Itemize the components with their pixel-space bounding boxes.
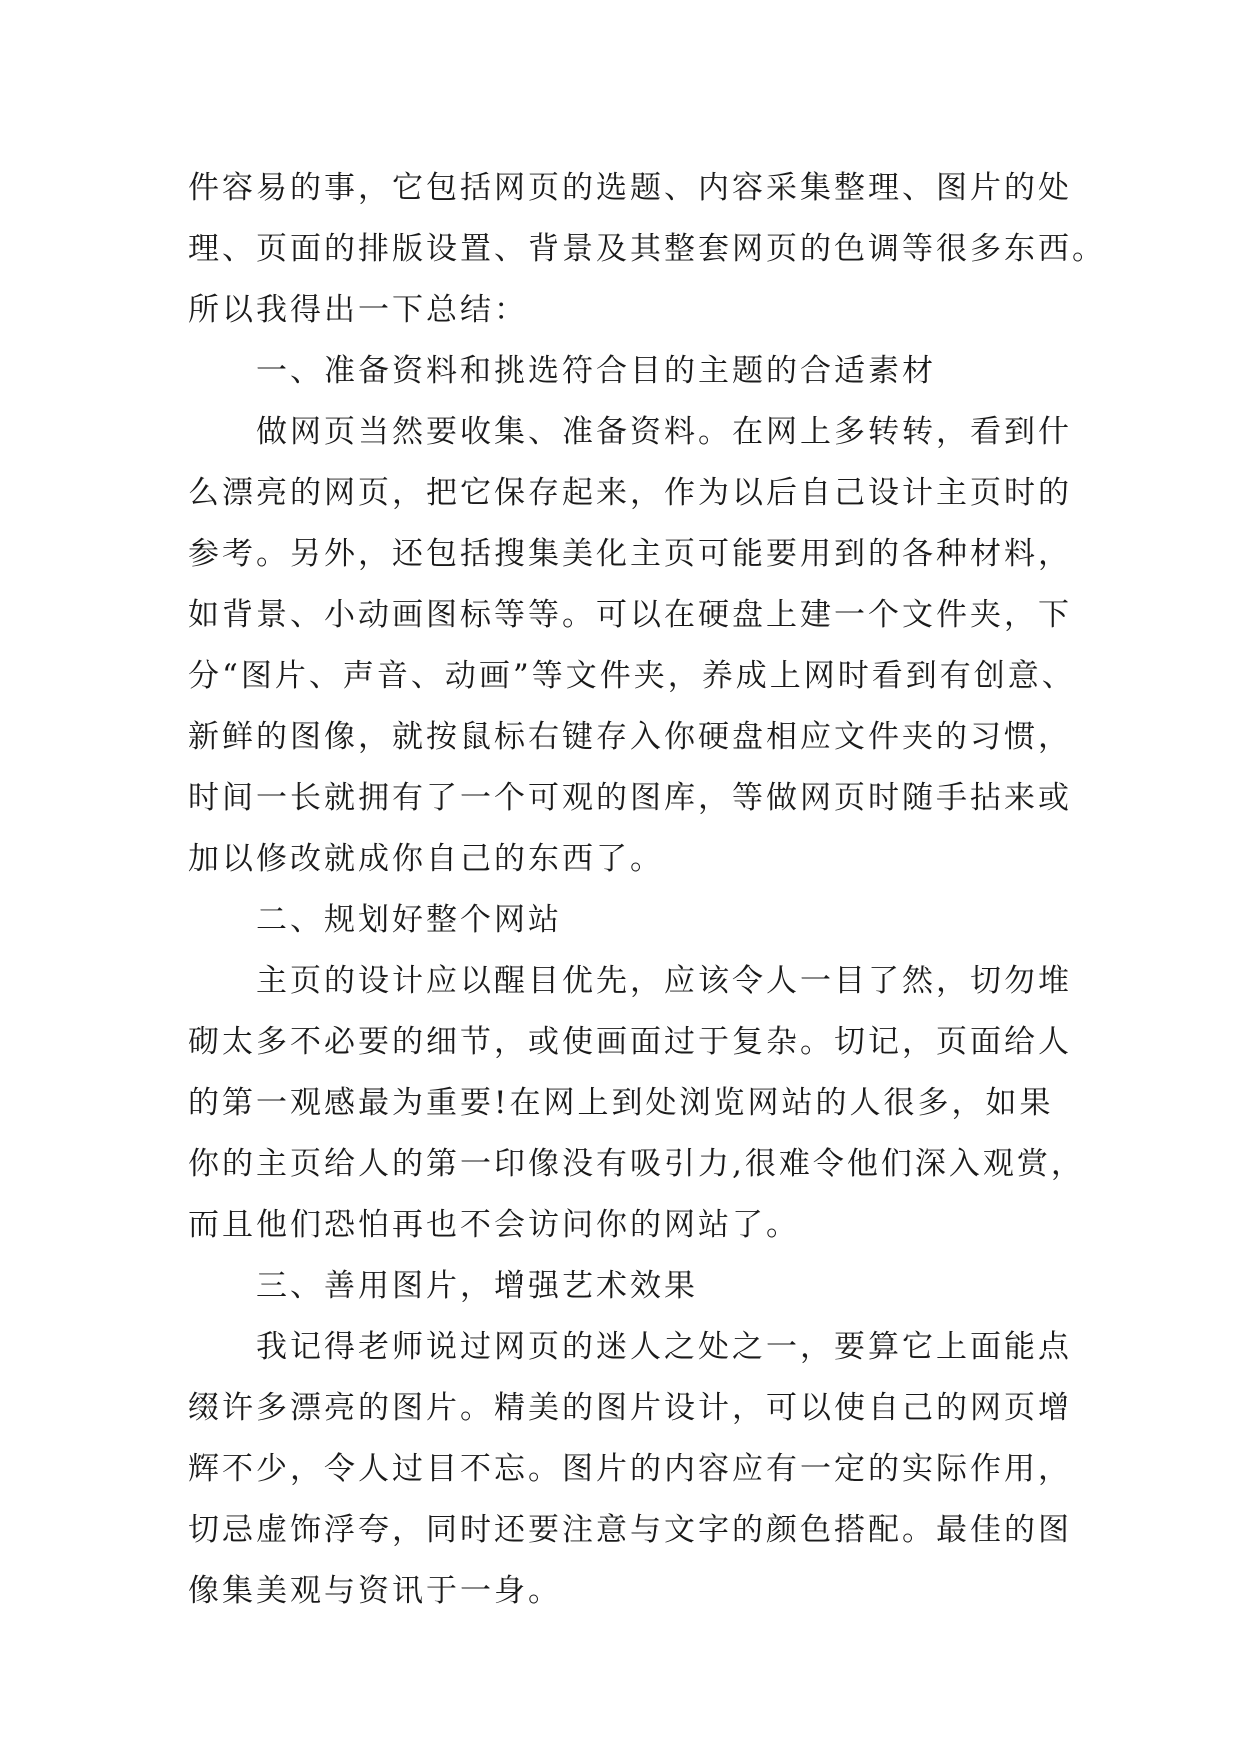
text-line: 新鲜的图像，就按鼠标右键存入你硬盘相应文件夹的习惯， bbox=[188, 719, 1072, 755]
text-line: 辉不少，令人过目不忘。图片的内容应有一定的实际作用， bbox=[188, 1451, 1072, 1487]
text-line: 么漂亮的网页，把它保存起来，作为以后自己设计主页时的 bbox=[188, 475, 1072, 511]
text-line: 的第一观感最为重要!在网上到处浏览网站的人很多，如果 bbox=[188, 1085, 1054, 1121]
text-line: 你的主页给人的第一印像没有吸引力,很难令他们深入观赏， bbox=[188, 1146, 1085, 1182]
text-line: 理、页面的排版设置、背景及其整套网页的色调等很多东西。 bbox=[188, 231, 1106, 267]
text-line: 我记得老师说过网页的迷人之处之一，要算它上面能点 bbox=[256, 1329, 1072, 1365]
text-line: 缀许多漂亮的图片。精美的图片设计，可以使自己的网页增 bbox=[188, 1390, 1072, 1426]
text-line: 时间一长就拥有了一个可观的图库，等做网页时随手拈来或 bbox=[188, 780, 1072, 816]
text-line: 做网页当然要收集、准备资料。在网上多转转，看到什 bbox=[256, 414, 1072, 450]
section-heading: 一、准备资料和挑选符合目的主题的合适素材 bbox=[256, 353, 936, 389]
text-line: 切忌虚饰浮夸，同时还要注意与文字的颜色搭配。最佳的图 bbox=[188, 1512, 1072, 1548]
text-line: 主页的设计应以醒目优先，应该令人一目了然，切勿堆 bbox=[256, 963, 1072, 999]
text-line: 如背景、小动画图标等等。可以在硬盘上建一个文件夹，下 bbox=[188, 597, 1072, 633]
text-line: 参考。另外，还包括搜集美化主页可能要用到的各种材料， bbox=[188, 536, 1072, 572]
text-line: 砌太多不必要的细节，或使画面过于复杂。切记，页面给人 bbox=[188, 1024, 1072, 1060]
text-line: 件容易的事，它包括网页的选题、内容采集整理、图片的处 bbox=[188, 170, 1072, 206]
section-heading: 二、规划好整个网站 bbox=[256, 902, 562, 938]
section-heading: 三、善用图片，增强艺术效果 bbox=[256, 1268, 698, 1304]
text-line: 加以修改就成你自己的东西了。 bbox=[188, 841, 664, 877]
text-line: 所以我得出一下总结： bbox=[188, 292, 528, 328]
text-line: 像集美观与资讯于一身。 bbox=[188, 1573, 562, 1609]
text-line: 而且他们恐怕再也不会访问你的网站了。 bbox=[188, 1207, 800, 1243]
text-line: 分“图片、声音、动画”等文件夹，养成上网时看到有创意、 bbox=[188, 658, 1076, 694]
document-body bbox=[188, 158, 1106, 1622]
